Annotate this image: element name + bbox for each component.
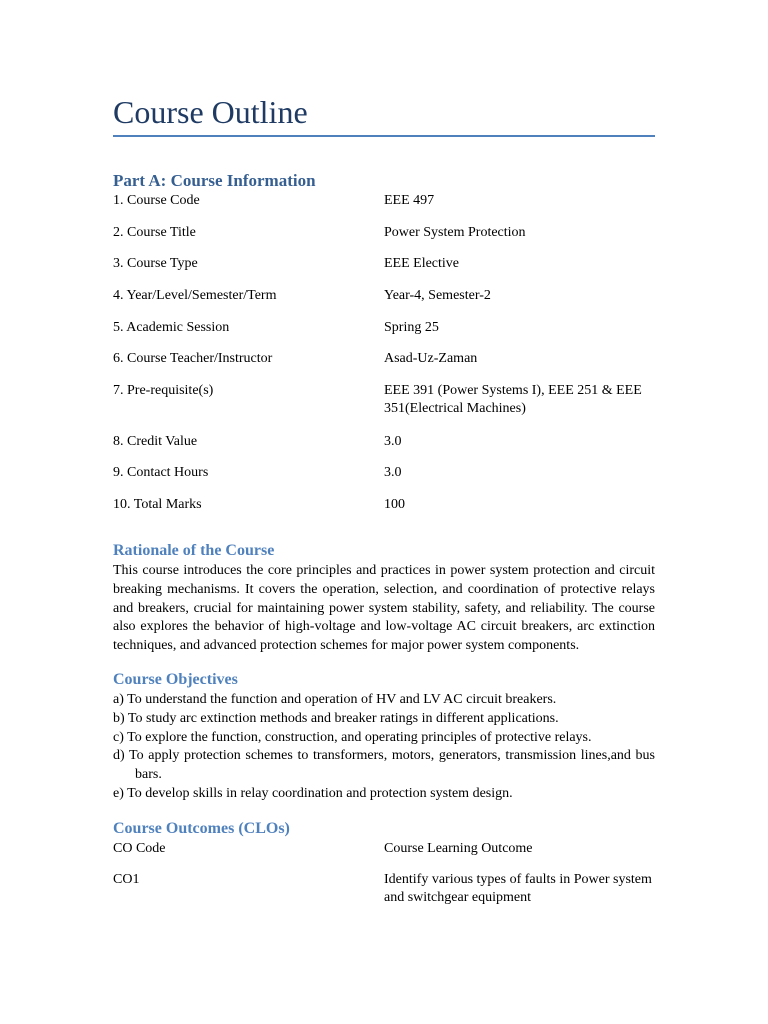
outcomes-heading: Course Outcomes (CLOs) xyxy=(113,820,290,837)
co-code: CO1 xyxy=(113,872,140,887)
info-value: Asad-Uz-Zaman xyxy=(384,351,478,366)
info-label: 4. Year/Level/Semester/Term xyxy=(113,288,277,303)
objective-item: d) To apply protection schemes to transformers, motors, generators, transmission lines,and bus bars. xyxy=(113,748,655,783)
page-title: Course Outline xyxy=(113,94,308,130)
info-value: EEE 497 xyxy=(384,193,435,208)
objective-item: c) To explore the function, construction, and operating principles of protective relays. xyxy=(113,729,592,745)
info-label: 7. Pre-requisite(s) xyxy=(113,383,214,398)
info-value: 100 xyxy=(384,497,405,512)
co-code-header: CO Code xyxy=(113,841,166,856)
objective-item: e) To develop skills in relay coordination and protection system design. xyxy=(113,785,513,801)
info-label: 9. Contact Hours xyxy=(113,465,209,480)
info-value: Power System Protection xyxy=(384,225,526,240)
title-underline xyxy=(113,135,655,137)
info-value: EEE 391 (Power Systems I), EEE 251 & EEE 351(Electrical Machines) xyxy=(384,383,642,416)
info-label: 3. Course Type xyxy=(113,256,198,271)
objective-item: b) To study arc extinction methods and breaker ratings in different applications. xyxy=(113,710,559,726)
part-a-heading: Part A: Course Information xyxy=(113,171,316,190)
objectives-heading: Course Objectives xyxy=(113,671,238,688)
info-label: 5. Academic Session xyxy=(113,320,230,335)
co-outcome: Identify various types of faults in Power system and switchgear equipment xyxy=(384,872,652,905)
info-label: 8. Credit Value xyxy=(113,434,198,449)
objectives-list xyxy=(113,691,655,804)
info-label: 1. Course Code xyxy=(113,193,200,208)
info-value: Year-4, Semester-2 xyxy=(384,288,491,303)
rationale-heading: Rationale of the Course xyxy=(113,542,275,559)
info-value: EEE Elective xyxy=(384,256,460,271)
info-value: Spring 25 xyxy=(384,320,439,335)
clo-header: Course Learning Outcome xyxy=(384,841,533,856)
info-label: 10. Total Marks xyxy=(113,497,202,512)
info-label: 6. Course Teacher/Instructor xyxy=(113,351,273,366)
rationale-text: This course introduces the core principles and practices in power system protection and circuit breaking mechanisms. It covers the operation, selection, and coordination of protective relays and breakers, crucial for maintaining power system stability, safety, and reliability. The course also explores the behavior of high-voltage and low-voltage AC circuit breakers, arc extinction techniques, and advanced protection schemes for major power system components. xyxy=(113,563,655,654)
objective-item: a) To understand the function and operation of HV and LV AC circuit breakers. xyxy=(113,692,557,707)
info-value: 3.0 xyxy=(384,434,402,449)
info-value: 3.0 xyxy=(384,465,402,480)
info-label: 2. Course Title xyxy=(113,225,196,240)
